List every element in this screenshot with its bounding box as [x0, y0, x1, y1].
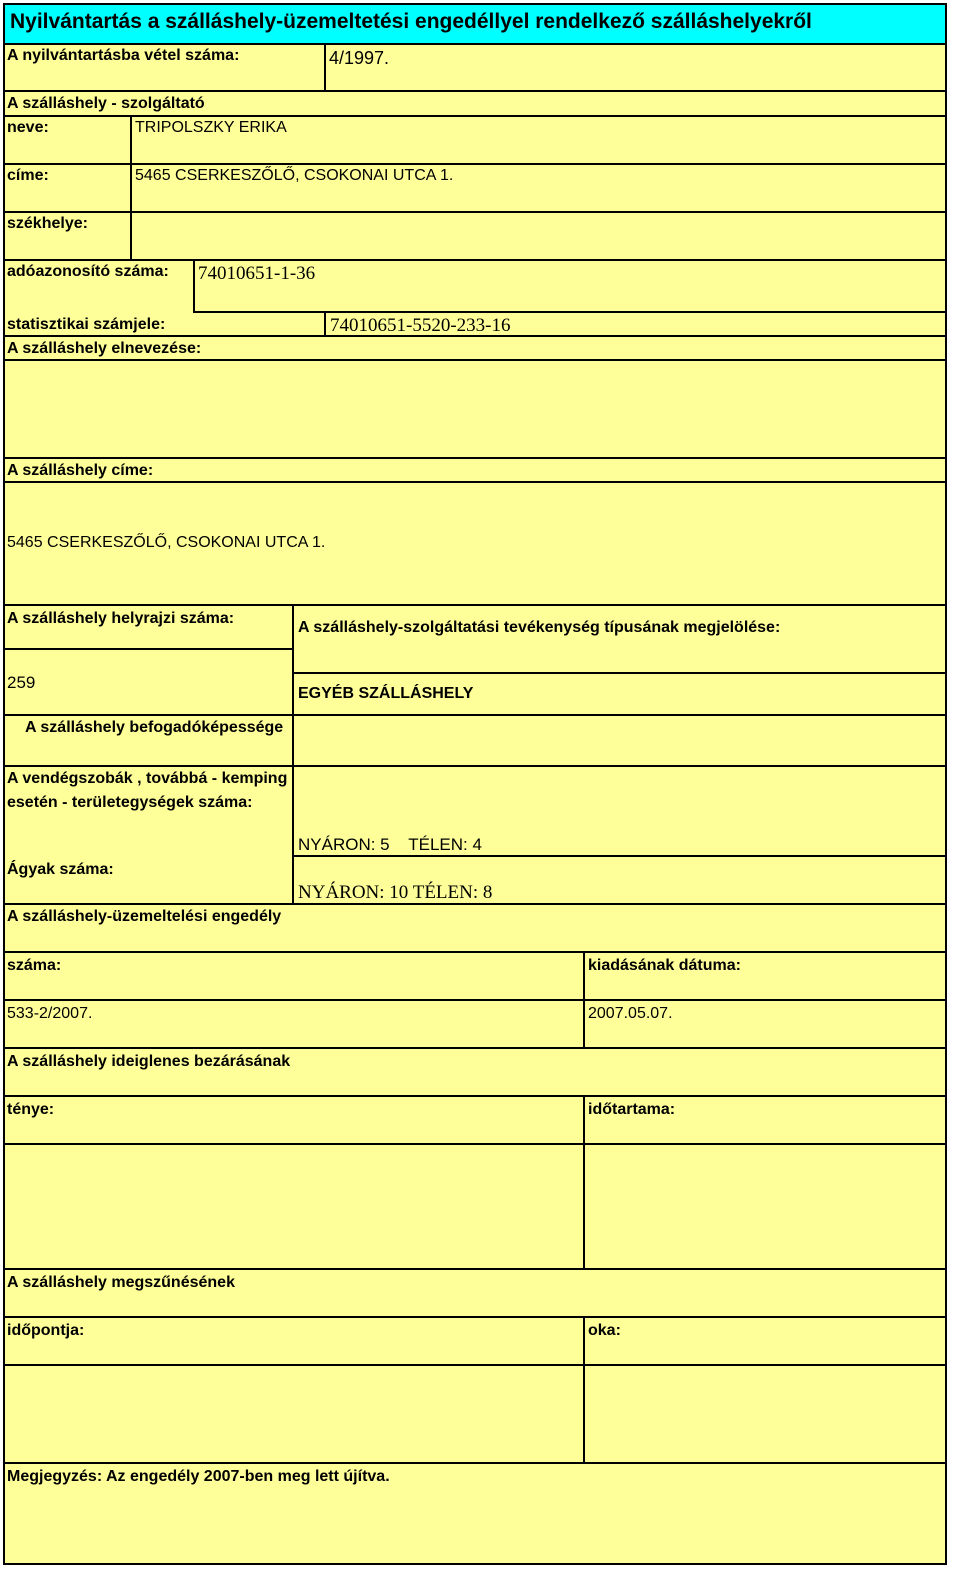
divider — [3, 648, 293, 650]
divider — [293, 672, 947, 674]
divider — [3, 604, 947, 606]
provider-seat-label: székhelye: — [7, 215, 88, 232]
divider — [583, 1095, 585, 1269]
divider — [3, 359, 947, 361]
provider-section-label: A szálláshely - szolgáltató — [7, 95, 205, 112]
divider — [3, 714, 947, 716]
tax-id-value: 74010651-1-36 — [198, 263, 316, 284]
registration-value: 4/1997. — [329, 48, 390, 68]
service-type-label: A szálláshely-szolgáltatási tevékenység típusának megjelölése: — [298, 619, 781, 636]
permit-section-label: A szálláshely-üzemeltelési engedély — [7, 908, 282, 925]
divider — [324, 43, 326, 91]
stat-code-value: 74010651-5520-233-16 — [330, 315, 511, 336]
permit-number-value: 533-2/2007. — [7, 1005, 93, 1022]
divider — [3, 163, 947, 165]
rooms-value: NYÁRON: 5 TÉLEN: 4 — [298, 835, 482, 854]
accommodation-address-value: 5465 CSERKESZŐLŐ, CSOKONAI UTCA 1. — [7, 534, 326, 551]
stat-code-label: statisztikai számjele: — [7, 316, 166, 333]
accommodation-name-label: A szálláshely elnevezése: — [7, 340, 202, 357]
divider — [3, 1316, 947, 1318]
beds-value: NYÁRON: 10 TÉLEN: 8 — [298, 882, 493, 903]
divider — [293, 855, 947, 857]
divider — [292, 604, 294, 766]
divider — [3, 1364, 947, 1366]
rooms-label-line2: esetén - területegységek száma: — [7, 794, 253, 811]
divider — [3, 1143, 947, 1145]
note-text: Megjegyzés: Az engedély 2007-ben meg lett újítva. — [7, 1468, 390, 1485]
closure-fact-label: ténye: — [7, 1101, 55, 1118]
divider — [583, 951, 585, 1049]
rooms-label-line1: A vendégszobák , továbbá - kemping — [7, 770, 288, 787]
provider-name-value: TRIPOLSZKY ERIKA — [135, 119, 287, 136]
provider-address-label: címe: — [7, 167, 49, 184]
permit-date-value: 2007.05.07. — [588, 1005, 673, 1022]
tax-id-label: adóazonosító száma: — [7, 263, 169, 280]
divider — [3, 457, 947, 459]
service-type-value: EGYÉB SZÁLLÁSHELY — [298, 685, 474, 702]
lot-number-value: 259 — [7, 673, 36, 692]
divider — [3, 211, 947, 213]
lot-number-label: A szálláshely helyrajzi száma: — [7, 610, 235, 627]
registration-label: A nyilvántartásba vétel száma: — [7, 47, 240, 64]
divider — [3, 1462, 947, 1464]
beds-label: Ágyak száma: — [7, 861, 114, 878]
divider — [130, 115, 132, 260]
closure-duration-label: időtartama: — [588, 1101, 676, 1118]
provider-name-label: neve: — [7, 119, 49, 136]
termination-time-label: időpontja: — [7, 1322, 85, 1339]
provider-address-value: 5465 CSERKESZŐLŐ, CSOKONAI UTCA 1. — [135, 167, 454, 184]
divider — [3, 259, 947, 261]
divider — [3, 90, 947, 92]
accommodation-address-label: A szálláshely címe: — [7, 462, 154, 479]
termination-reason-label: oka: — [588, 1322, 621, 1339]
termination-section-label: A szálláshely megszűnésének — [7, 1274, 235, 1291]
divider — [3, 115, 947, 117]
divider — [3, 999, 947, 1001]
divider — [3, 1095, 947, 1097]
closure-section-label: A szálláshely ideiglenes bezárásának — [7, 1053, 291, 1070]
divider — [3, 1047, 947, 1049]
permit-number-label: száma: — [7, 957, 62, 974]
divider — [292, 765, 294, 903]
divider — [193, 311, 947, 313]
divider — [324, 311, 326, 336]
page-title: Nyilvántartás a szálláshely-üzemeltetési engedéllyel rendelkező szálláshelyekről — [3, 3, 947, 45]
divider — [193, 259, 195, 312]
divider — [3, 1268, 947, 1270]
permit-date-label: kiadásának dátuma: — [588, 957, 741, 974]
divider — [3, 951, 947, 953]
divider — [583, 1316, 585, 1463]
divider — [3, 481, 947, 483]
capacity-label: A szálláshely befogadóképessége — [25, 719, 284, 736]
divider — [3, 765, 947, 767]
